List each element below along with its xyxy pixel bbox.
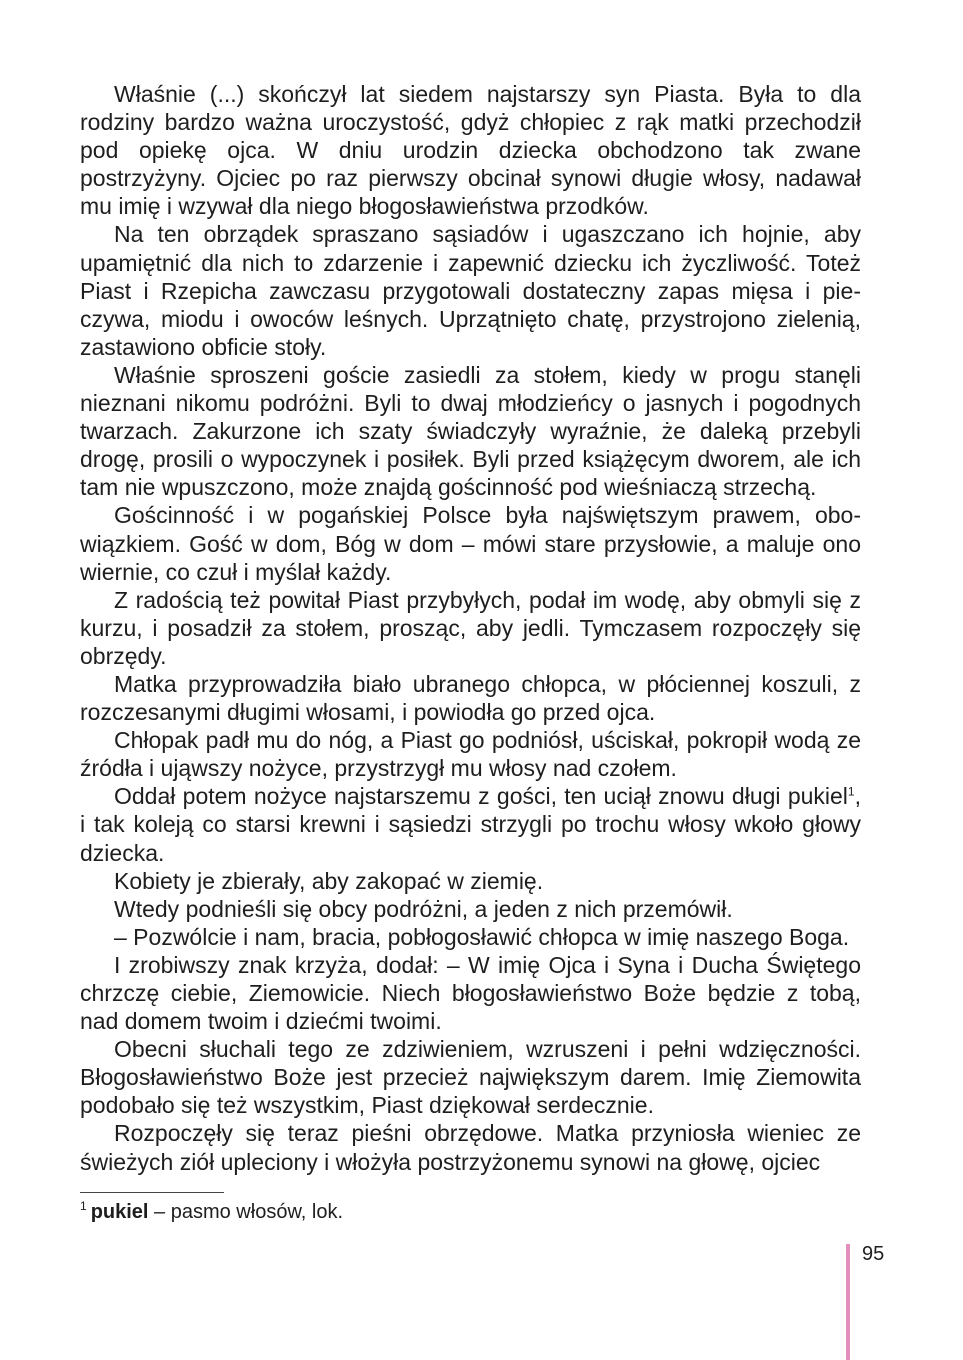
paragraph: Wtedy podnieśli się obcy podróżni, a jeden z nich przemówił. — [114, 895, 733, 922]
paragraph: Z radością też powitał Piast przybyłych, podał im wodę, aby obmyli się z kurzu, i posadził za stołem, prosząc, aby jedli. Tymczasem rozpoczęły się obrzędy. — [80, 586, 861, 669]
paragraph: Chłopak padł mu do nóg, a Piast go podniósł, uściskał, pokropił wodą ze źródła i ująwszy nożyce, przystrzygł mu włosy nad czołem. — [80, 727, 861, 782]
footnote-number: 1 — [80, 1199, 87, 1214]
paragraph: Kobiety je zbierały, aby zakopać w ziemię. — [114, 867, 544, 894]
paragraph: I zrobiwszy znak krzyża, dodał: – W imię Ojca i Syna i Ducha Świętego chrzczę ciebie, Ziemowicie. Niech błogosławieństwo Boże będzie z tobą, nad domem twoim i dziećmi twoimi. — [80, 951, 861, 1035]
page-edge-accent-bar — [846, 1244, 850, 1360]
main-text — [80, 80, 861, 1176]
paragraph: Rozpoczęły się teraz pieśni obrzędowe. Matka przyniosła wieniec ze świeżych ziół upleciony i włożyła postrzyżonemu synowi na głowę, ojciec — [80, 1120, 861, 1175]
footnote-reference: 1 — [847, 784, 855, 799]
paragraph-with-footnote — [80, 782, 861, 866]
footnote-divider — [80, 1192, 224, 1193]
paragraph-text-tail: , i tak koleją co starsi krewni i sąsiedzi strzygli po trochu włosy wkoło głowy dziecka. — [80, 783, 861, 866]
paragraph: – Pozwólcie i nam, bracia, pobłogosławić chłopca w imię naszego Boga. — [114, 923, 850, 950]
paragraph-text: Oddał potem nożyce najstarszemu z gości, ten uciął znowu długi pukiel — [114, 783, 848, 810]
paragraph: Właśnie sproszeni goście zasiedli za stołem, kiedy w progu stanęli nieznani nikomu podróżni. Byli to dwaj młodzieńcy o jasnych i pogodnych twarzach. Zakurzone ich szaty świadczyły wyraźnie, że daleką przebyli drogę, prosili o wypoczynek i posiłek. Byli przed książęcym dworem, ale ich tam nie wpuszczono, może znajdą gościnność pod wieśniaczą strzechą. — [80, 361, 861, 501]
footnote — [80, 1200, 343, 1224]
paragraph: Obecni słuchali tego ze zdziwieniem, wzruszeni i pełni wdzięczności. Błogosławieństwo Boże jest przecież największym darem. Imię Ziemowita podobało się też wszystkim, Piast dziękował serdecznie. — [80, 1036, 861, 1119]
footnote-term: pukiel — [90, 1201, 149, 1223]
paragraph: Właśnie (...) skończył lat siedem najstarszy syn Piasta. Była to dla rodziny bardzo ważna uroczystość, gdyż chłopiec z rąk matki przechodził pod opiekę ojca. W dniu urodzin dziecka obchodzono tak zwane postrzyżyny. Ojciec po raz pierwszy obcinał synowi długie włosy, nadawał mu imię i wzywał dla niego błogosławieństwa przodków. — [80, 81, 861, 220]
paragraph: Na ten obrządek spraszano sąsiadów i ugaszczano ich hojnie, aby upamiętnić dla nich to zdarzenie i zapewnić dziecku ich życzliwość. Toteż Piast i Rzepicha zawczasu przygotowali dostateczny zapas mięsa i pieczywa, miodu i owoców leśnych. Uprzątnięto chatę, przystrojono zielenią, zastawiono obficie stoły. — [80, 221, 861, 360]
paragraph: Gościnność i w pogańskiej Polsce była najświętszym prawem, obowiązkiem. Gość w dom, Bóg w dom – mówi stare przysłowie, a maluje ono wiernie, co czuł i myślał każdy. — [80, 502, 861, 585]
page-number: 95 — [862, 1243, 885, 1265]
footnote-definition: – pasmo włosów, lok. — [148, 1201, 344, 1223]
paragraph: Matka przyprowadziła biało ubranego chłopca, w płóciennej koszuli, z rozczesanymi długimi włosami, i powiodła go przed ojca. — [80, 670, 861, 726]
